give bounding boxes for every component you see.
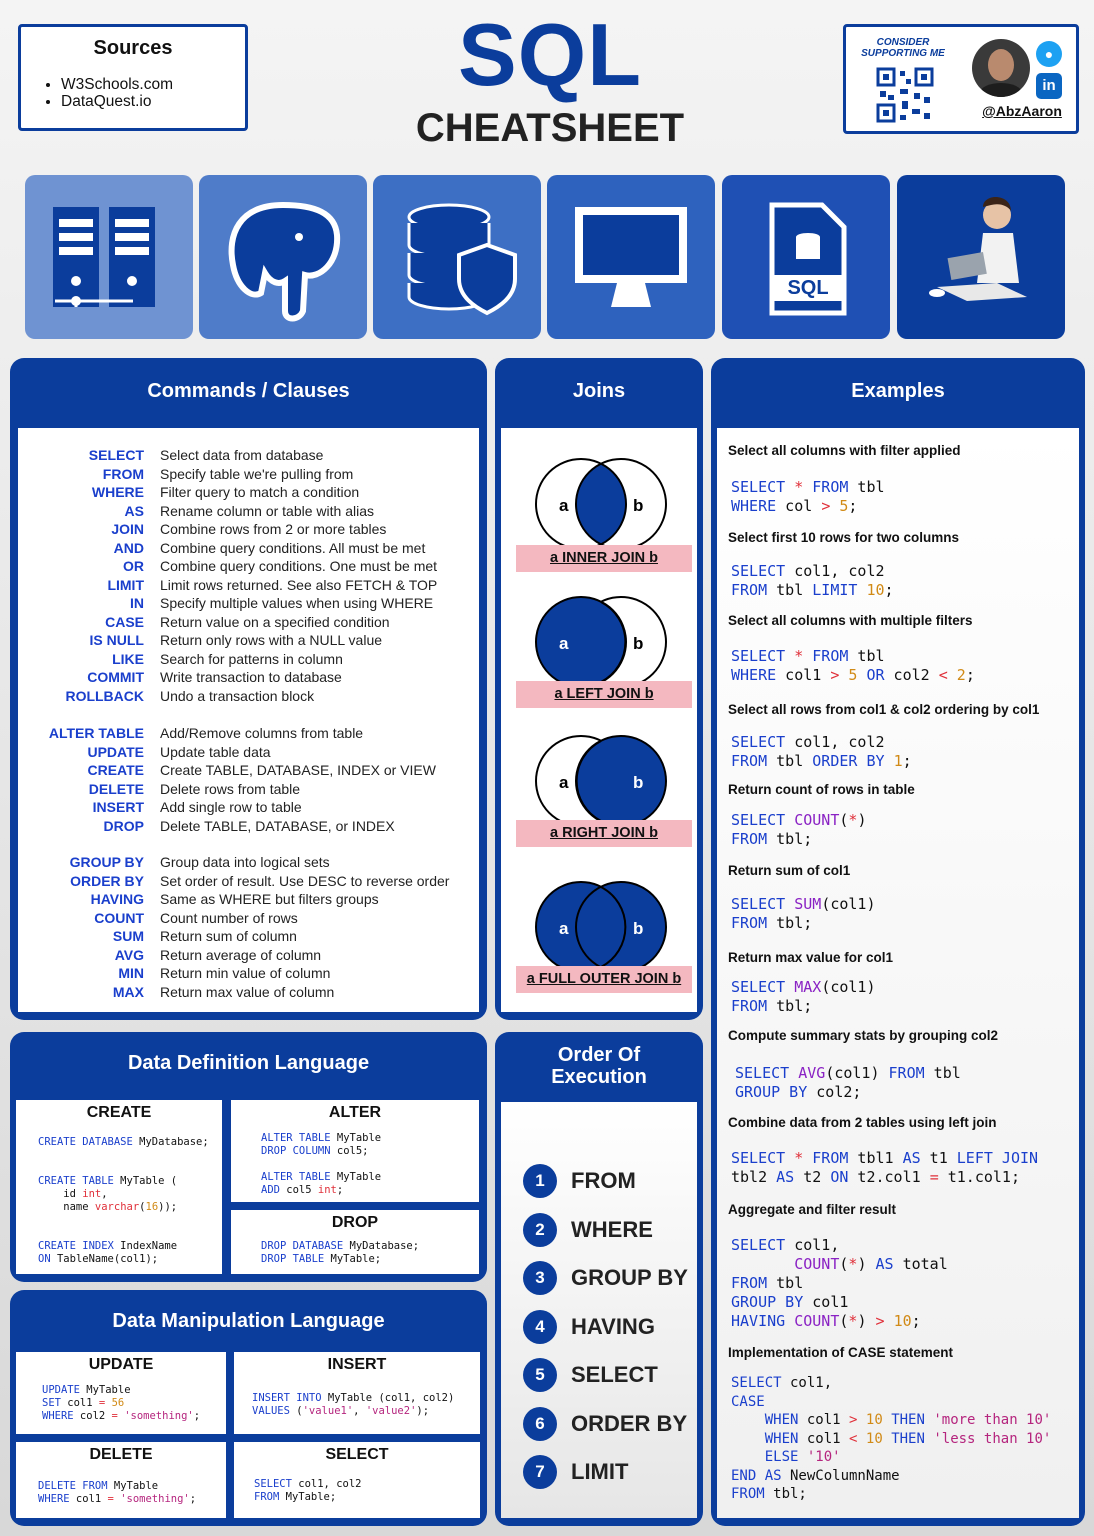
command-description xyxy=(160,668,460,687)
command-keyword-text: GROUP BY xyxy=(69,854,144,870)
command-description xyxy=(160,502,460,521)
command-description-text: Limit rows returned. See also FETCH & TOP xyxy=(160,576,438,593)
ddl-alter-title: ALTER xyxy=(328,1104,382,1121)
command-keyword-text: MAX xyxy=(112,983,144,1000)
command-keyword xyxy=(20,668,144,687)
command-keyword-text: AS xyxy=(124,502,144,519)
command-description xyxy=(160,446,460,465)
command-description-text: Return value on a specified condition xyxy=(160,613,390,630)
example-heading: Combine data from 2 tables using left join xyxy=(728,1115,997,1130)
command-description-text: Delete TABLE, DATABASE, or INDEX xyxy=(160,817,395,834)
command-description xyxy=(160,909,460,928)
command-description-text: Return min value of column xyxy=(160,965,331,981)
left-join-venn xyxy=(531,592,671,692)
command-description-text: Rename column or table with alias xyxy=(160,502,374,519)
command-keyword xyxy=(20,576,144,595)
ddl-title: Data Definition Language xyxy=(127,1052,370,1074)
dml-insert-title: INSERT xyxy=(327,1356,387,1373)
command-keyword-text: COUNT xyxy=(94,909,144,926)
person-laptop-icon xyxy=(897,175,1065,339)
command-keyword xyxy=(20,687,144,706)
example-heading: Select all rows from col1 & col2 ordering by col1 xyxy=(728,702,1040,717)
command-keyword xyxy=(20,983,144,1002)
command-keyword xyxy=(20,909,144,928)
example-heading: Implementation of CASE statement xyxy=(728,1345,954,1360)
command-description-text: Combine rows from 2 or more tables xyxy=(160,521,387,537)
command-description xyxy=(160,890,460,909)
command-keyword xyxy=(20,927,144,946)
dml-delete-box xyxy=(16,1442,226,1518)
command-description xyxy=(160,872,460,891)
database-tile xyxy=(373,175,541,339)
dml-delete-title: DELETE xyxy=(89,1446,153,1463)
full-join-label: a FULL OUTER JOIN b xyxy=(516,966,692,993)
execution-step xyxy=(523,1261,688,1295)
step-number-badge: 3 xyxy=(523,1261,557,1295)
command-keyword-text: ORDER BY xyxy=(70,872,144,889)
left-join-label: a LEFT JOIN b xyxy=(516,681,692,708)
example-heading: Aggregate and filter result xyxy=(728,1202,897,1217)
command-description-text: Set order of result. Use DESC to reverse order xyxy=(160,872,450,889)
command-description-text: Filter query to match a condition xyxy=(160,484,360,500)
title-cheatsheet: CHEATSHEET xyxy=(415,106,685,150)
step-number-badge: 7 xyxy=(523,1455,557,1489)
monitor-tile xyxy=(547,175,715,339)
person-tile xyxy=(897,175,1065,339)
command-keyword xyxy=(20,502,144,521)
command-keyword-text: IS NULL xyxy=(89,632,144,648)
dml-insert-code: INSERT INTO MyTable (col1, col2) VALUES ('value1', 'value2'); xyxy=(252,1392,455,1417)
command-keyword xyxy=(20,872,144,891)
database-shield-icon xyxy=(373,175,541,339)
command-description-text: Return only rows with a NULL value xyxy=(160,632,383,648)
dml-title: Data Manipulation Language xyxy=(112,1310,385,1332)
step-label: WHERE xyxy=(571,1216,653,1242)
command-keyword-text: AND xyxy=(113,539,144,556)
command-description xyxy=(160,964,460,983)
command-keyword-text: JOIN xyxy=(111,521,144,537)
execution-step xyxy=(523,1455,628,1489)
command-keyword xyxy=(20,780,144,799)
command-keyword-text: CREATE xyxy=(87,762,144,778)
command-keyword-text: INSERT xyxy=(92,799,144,815)
joins-panel xyxy=(495,358,703,1020)
examples-title: Examples xyxy=(851,380,945,402)
avatar xyxy=(972,39,1030,97)
example-code: SELECT col1, COUNT(*) AS total FROM tbl GROUP BY col1 HAVING COUNT(*) > 10; xyxy=(731,1236,948,1330)
command-description-text: Create TABLE, DATABASE, INDEX or VIEW xyxy=(160,762,436,778)
command-description-text: Combine query conditions. All must be met xyxy=(160,539,426,556)
step-number-badge: 4 xyxy=(523,1310,557,1344)
example-code: SELECT * FROM tbl1 AS t1 LEFT JOIN tbl2 AS t2 ON t2.col1 = t1.col1; xyxy=(731,1149,1039,1186)
command-description xyxy=(160,483,460,502)
postgres-tile xyxy=(199,175,367,339)
sql-file-label: SQL xyxy=(787,277,829,299)
dml-update-box xyxy=(16,1352,226,1434)
command-keyword-text: FROM xyxy=(102,465,144,482)
command-keyword xyxy=(20,650,144,669)
command-keyword-text: CASE xyxy=(105,613,144,630)
command-keyword xyxy=(20,761,144,780)
command-keyword xyxy=(20,724,144,743)
venn-label-b: b xyxy=(633,773,644,792)
command-description xyxy=(160,687,460,706)
command-keyword-text: ROLLBACK xyxy=(65,687,144,704)
command-keyword-text: DELETE xyxy=(88,780,144,797)
dml-panel xyxy=(10,1290,487,1526)
command-keyword xyxy=(20,817,144,836)
source-item[interactable]: • DataQuest.io xyxy=(61,93,245,110)
command-keyword xyxy=(20,520,144,539)
execution-step xyxy=(523,1407,687,1441)
source-item[interactable]: • W3Schools.com xyxy=(61,76,245,93)
command-keyword xyxy=(20,557,144,576)
ddl-create-code: CREATE DATABASE MyDatabase; CREATE TABLE MyTable ( id int, name varchar(16)); CREATE INDEX IndexName ON TableName(col1); xyxy=(38,1136,209,1265)
sql-file-icon xyxy=(722,175,890,339)
command-keyword xyxy=(20,594,144,613)
example-code: SELECT MAX(col1) FROM tbl; xyxy=(731,978,876,1015)
order-panel xyxy=(495,1032,703,1526)
command-description xyxy=(160,539,460,558)
command-keyword-text: WHERE xyxy=(91,484,144,500)
venn-label-a: a xyxy=(559,496,569,515)
execution-step xyxy=(523,1164,636,1198)
command-keyword-text: LIKE xyxy=(112,650,144,667)
ddl-create-box xyxy=(16,1100,222,1274)
dml-update-title: UPDATE xyxy=(88,1356,154,1373)
full-join-venn xyxy=(531,877,671,977)
example-code: SELECT col1, col2 FROM tbl LIMIT 10; xyxy=(731,562,894,599)
execution-step xyxy=(523,1310,655,1344)
example-code: SELECT COUNT(*) FROM tbl; xyxy=(731,811,867,848)
dml-select-title: SELECT xyxy=(325,1446,389,1463)
command-description-text: Undo a transaction block xyxy=(160,687,315,704)
ddl-alter-box xyxy=(231,1100,479,1202)
command-description-text: Combine query conditions. One must be met xyxy=(160,558,438,574)
ddl-create-title: CREATE xyxy=(86,1104,152,1121)
example-code: SELECT col1, CASE WHEN col1 > 10 THEN 'more than 10' WHEN col1 < 10 THEN 'less than 10' ELSE '10' END AS NewColumnName FROM tbl; xyxy=(731,1375,1052,1502)
example-heading: Return sum of col1 xyxy=(728,863,851,878)
command-description xyxy=(160,983,460,1002)
linkedin-icon[interactable]: in xyxy=(1036,73,1062,99)
command-description-text: Delete rows from table xyxy=(160,780,301,797)
command-keyword xyxy=(20,613,144,632)
command-description xyxy=(160,946,460,965)
command-description xyxy=(160,465,460,484)
venn-label-b: b xyxy=(633,919,644,938)
command-description-text: Search for patterns in column xyxy=(160,650,343,667)
title-sql: SQL xyxy=(458,5,642,104)
right-join-venn xyxy=(531,731,671,831)
step-label: ORDER BY xyxy=(571,1410,688,1436)
command-description-text: Return average of column xyxy=(160,946,322,963)
command-description xyxy=(160,724,460,743)
server-icon xyxy=(25,175,193,339)
command-keyword-text: IN xyxy=(130,595,144,611)
command-description-text: Specify multiple values when using WHERE xyxy=(160,595,434,611)
command-description-text: Same as WHERE but filters groups xyxy=(160,891,379,907)
order-body xyxy=(501,1102,697,1518)
ddl-panel xyxy=(10,1032,487,1282)
twitter-icon[interactable]: ● xyxy=(1036,41,1062,67)
inner-join-venn xyxy=(531,454,671,554)
command-description-text: Group data into logical sets xyxy=(160,854,330,870)
command-description-text: Count number of rows xyxy=(160,909,298,926)
command-description xyxy=(160,798,460,817)
execution-step xyxy=(523,1213,653,1247)
example-heading: Return count of rows in table xyxy=(728,782,915,797)
command-keyword xyxy=(20,964,144,983)
sources-box xyxy=(18,24,248,131)
command-keyword-text: COMMIT xyxy=(87,669,144,685)
command-description-text: Write transaction to database xyxy=(160,669,342,685)
joins-title: Joins xyxy=(572,380,626,402)
command-keyword-text: OR xyxy=(123,558,144,574)
command-keyword xyxy=(20,483,144,502)
execution-step xyxy=(523,1358,658,1392)
server-tile xyxy=(25,175,193,339)
sources-title: Sources xyxy=(93,37,173,59)
command-description-text: Select data from database xyxy=(160,447,324,463)
command-description xyxy=(160,853,460,872)
sql-file-tile xyxy=(722,175,890,339)
command-description xyxy=(160,576,460,595)
venn-label-b: b xyxy=(633,496,644,515)
command-description xyxy=(160,594,460,613)
command-keyword-text: HAVING xyxy=(90,891,144,907)
sources-list xyxy=(61,76,245,110)
dml-insert-box xyxy=(234,1352,480,1434)
command-keyword xyxy=(20,743,144,762)
social-handle[interactable]: @AbzAaron xyxy=(982,103,1062,119)
command-description-text: Return max value of column xyxy=(160,983,335,1000)
page-title xyxy=(380,5,720,151)
command-description-text: Specify table we're pulling from xyxy=(160,465,354,482)
command-description xyxy=(160,927,460,946)
step-number-badge: 5 xyxy=(523,1358,557,1392)
command-keyword-text: SUM xyxy=(112,928,144,944)
monitor-icon xyxy=(547,175,715,339)
command-keyword xyxy=(20,465,144,484)
example-heading: Select all columns with multiple filters xyxy=(728,613,973,628)
step-number-badge: 2 xyxy=(523,1213,557,1247)
step-label: GROUP BY xyxy=(571,1265,688,1290)
venn-label-a: a xyxy=(559,634,569,653)
step-label: FROM xyxy=(571,1168,636,1193)
order-title: Order Of Execution xyxy=(551,1044,647,1088)
example-heading: Compute summary stats by grouping col2 xyxy=(728,1028,999,1043)
command-keyword xyxy=(20,853,144,872)
dml-select-code: SELECT col1, col2 FROM MyTable; xyxy=(254,1478,362,1503)
command-keyword xyxy=(20,798,144,817)
support-box xyxy=(843,24,1079,134)
venn-label-b: b xyxy=(633,634,644,653)
command-description-text: Add single row to table xyxy=(160,799,302,815)
example-code: SELECT AVG(col1) FROM tbl GROUP BY col2; xyxy=(735,1064,961,1101)
step-label: SELECT xyxy=(571,1362,658,1387)
step-label: LIMIT xyxy=(571,1459,629,1484)
command-description xyxy=(160,743,460,762)
ddl-drop-title: DROP xyxy=(331,1214,379,1231)
venn-label-a: a xyxy=(559,919,569,938)
command-description xyxy=(160,761,460,780)
command-description xyxy=(160,557,460,576)
command-keyword-text: UPDATE xyxy=(87,743,144,760)
postgres-elephant-icon xyxy=(199,175,367,339)
dml-select-box xyxy=(234,1442,480,1518)
command-keyword-text: SELECT xyxy=(88,447,144,463)
command-description xyxy=(160,520,460,539)
command-description xyxy=(160,650,460,669)
dml-update-code: UPDATE MyTable SET col1 = 56 WHERE col2 = 'something'; xyxy=(42,1384,201,1422)
venn-label-a: a xyxy=(559,773,569,792)
example-heading: Return max value for col1 xyxy=(728,950,894,965)
ddl-drop-code: DROP DATABASE MyDatabase; DROP TABLE MyTable; xyxy=(261,1240,420,1265)
step-number-badge: 6 xyxy=(523,1407,557,1441)
command-description-text: Return sum of column xyxy=(160,928,297,944)
command-description-text: Add/Remove columns from table xyxy=(160,725,364,741)
example-code: SELECT SUM(col1) FROM tbl; xyxy=(731,895,876,932)
example-code: SELECT * FROM tbl WHERE col > 5; xyxy=(731,478,885,515)
support-text: CONSIDER SUPPORTING ME xyxy=(861,37,945,59)
step-number-badge: 1 xyxy=(523,1164,557,1198)
dml-delete-code: DELETE FROM MyTable WHERE col1 = 'something'; xyxy=(38,1480,197,1505)
command-keyword-text: LIMIT xyxy=(107,576,144,593)
command-description xyxy=(160,631,460,650)
command-keyword-text: DROP xyxy=(103,817,144,834)
example-code: SELECT col1, col2 FROM tbl ORDER BY 1; xyxy=(731,733,912,770)
command-description xyxy=(160,613,460,632)
command-keyword xyxy=(20,446,144,465)
example-code: SELECT * FROM tbl WHERE col1 > 5 OR col2 < 2; xyxy=(731,647,975,684)
ddl-alter-code: ALTER TABLE MyTable DROP COLUMN col5; ALTER TABLE MyTable ADD col5 int; xyxy=(261,1132,382,1196)
ddl-drop-box xyxy=(231,1210,479,1274)
command-keyword xyxy=(20,539,144,558)
step-label: HAVING xyxy=(571,1313,655,1339)
example-heading: Select first 10 rows for two columns xyxy=(728,530,960,545)
command-keyword xyxy=(20,890,144,909)
command-keyword-text: MIN xyxy=(118,965,144,981)
commands-title: Commands / Clauses xyxy=(147,380,350,402)
example-heading: Select all columns with filter applied xyxy=(728,443,961,458)
inner-join-label: a INNER JOIN b xyxy=(516,545,692,572)
joins-body xyxy=(501,428,697,1012)
command-keyword xyxy=(20,631,144,650)
qr-code-icon[interactable] xyxy=(876,67,934,123)
command-description xyxy=(160,817,460,836)
right-join-label: a RIGHT JOIN b xyxy=(516,820,692,847)
command-keyword-text: ALTER TABLE xyxy=(48,725,144,741)
command-description-text: Update table data xyxy=(160,743,271,760)
command-description xyxy=(160,780,460,799)
command-keyword-text: AVG xyxy=(114,946,144,963)
command-keyword xyxy=(20,946,144,965)
